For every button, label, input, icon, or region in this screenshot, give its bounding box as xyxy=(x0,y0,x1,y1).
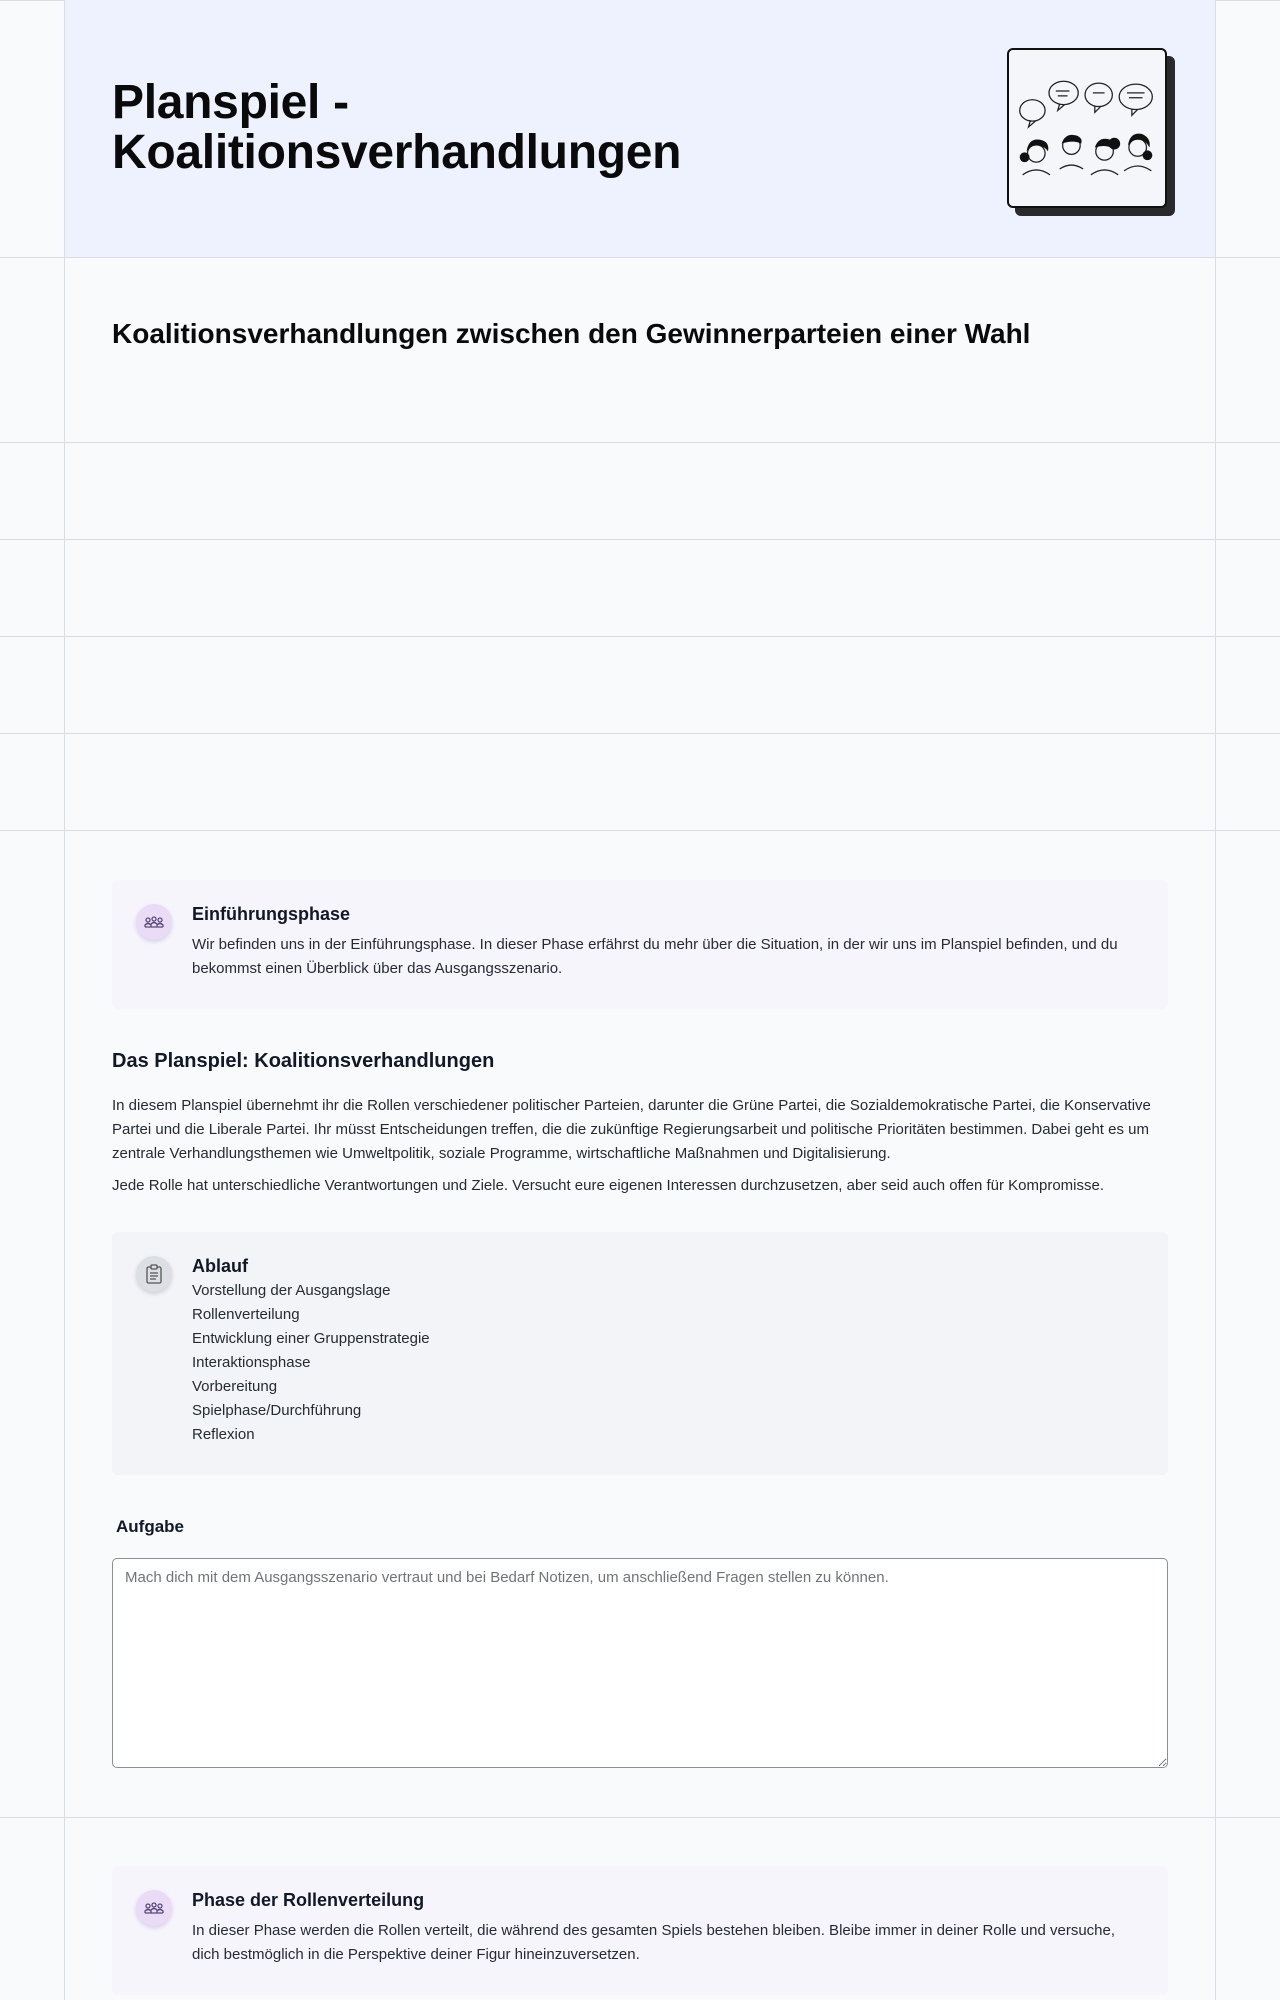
procedure-step: Vorstellung der Ausgangslage xyxy=(192,1282,391,1299)
people-discussion-icon xyxy=(1009,50,1165,206)
procedure-step: Spielphase/Durchführung xyxy=(192,1402,362,1419)
grid-line xyxy=(0,1817,1280,1818)
roles-callout xyxy=(112,1866,1168,1995)
grid-line xyxy=(0,733,1280,734)
grid-line-right xyxy=(1215,0,1216,2000)
roles-callout-title: Phase der Rollenverteilung xyxy=(192,1890,425,1910)
game-paragraph-2: Jede Rolle hat unterschiedliche Verantwortungen und Ziele. Versucht eure eigenen Interessen durchzusetzen, aber seid auch offen für Kompromisse. xyxy=(112,1177,1104,1194)
grid-line-left xyxy=(64,0,65,2000)
procedure-callout xyxy=(112,1232,1168,1475)
hero-banner xyxy=(65,0,1215,257)
grid-line xyxy=(0,257,1280,258)
clipboard-icon xyxy=(136,1256,172,1292)
intro-callout-title: Einführungsphase xyxy=(192,904,351,924)
procedure-step: Reflexion xyxy=(192,1426,255,1443)
grid-line xyxy=(0,830,1280,831)
task-notes-textarea[interactable] xyxy=(112,1558,1168,1768)
people-group-icon xyxy=(136,1890,172,1926)
grid-line xyxy=(0,539,1280,540)
page-title: Planspiel - Koalitionsverhandlungen xyxy=(112,76,682,179)
page-subtitle: Koalitionsverhandlungen zwischen den Gewinnerparteien einer Wahl xyxy=(112,318,1031,349)
roles-callout-text: In dieser Phase werden die Rollen verteilt, die während des gesamten Spiels bestehen bleiben. Bleibe immer in deiner Rolle und versuche, dich bestmöglich in die Perspektive deiner Figur hineinzuversetzen. xyxy=(192,1922,1116,1963)
hero-illustration xyxy=(1007,48,1167,208)
game-paragraph-1: In diesem Planspiel übernehmt ihr die Rollen verschiedener politischer Parteien, darunter die Grüne Partei, die Sozialdemokratische Partei, die Konservative Partei und die Liberale Partei. Ihr müsst Entscheidungen treffen, die die zukünftige Regierungsarbeit und politische Prioritäten bestimmen. Dabei geht es um zentrale Verhandlungsthemen wie Umweltpolitik, soziale Programme, wirtschaftliche Maßnahmen und Digitalisierung. xyxy=(112,1097,1151,1162)
intro-callout xyxy=(112,880,1168,1009)
procedure-title: Ablauf xyxy=(192,1256,248,1276)
procedure-step: Interaktionsphase xyxy=(192,1354,311,1371)
task-label: Aufgabe xyxy=(116,1517,184,1536)
procedure-step-list xyxy=(192,1279,1140,1447)
procedure-step: Vorbereitung xyxy=(192,1378,278,1395)
intro-callout-text: Wir befinden uns in der Einführungsphase. In dieser Phase erfährst du mehr über die Situation, in der wir uns im Planspiel befinden, und du bekommst einen Überblick über das Ausgangsszenario. xyxy=(192,936,1118,977)
procedure-step: Rollenverteilung xyxy=(192,1306,300,1323)
grid-line xyxy=(0,442,1280,443)
grid-line xyxy=(0,636,1280,637)
people-group-icon xyxy=(136,904,172,940)
procedure-step: Entwicklung einer Gruppenstrategie xyxy=(192,1330,430,1347)
game-section-title: Das Planspiel: Koalitionsverhandlungen xyxy=(112,1050,495,1072)
